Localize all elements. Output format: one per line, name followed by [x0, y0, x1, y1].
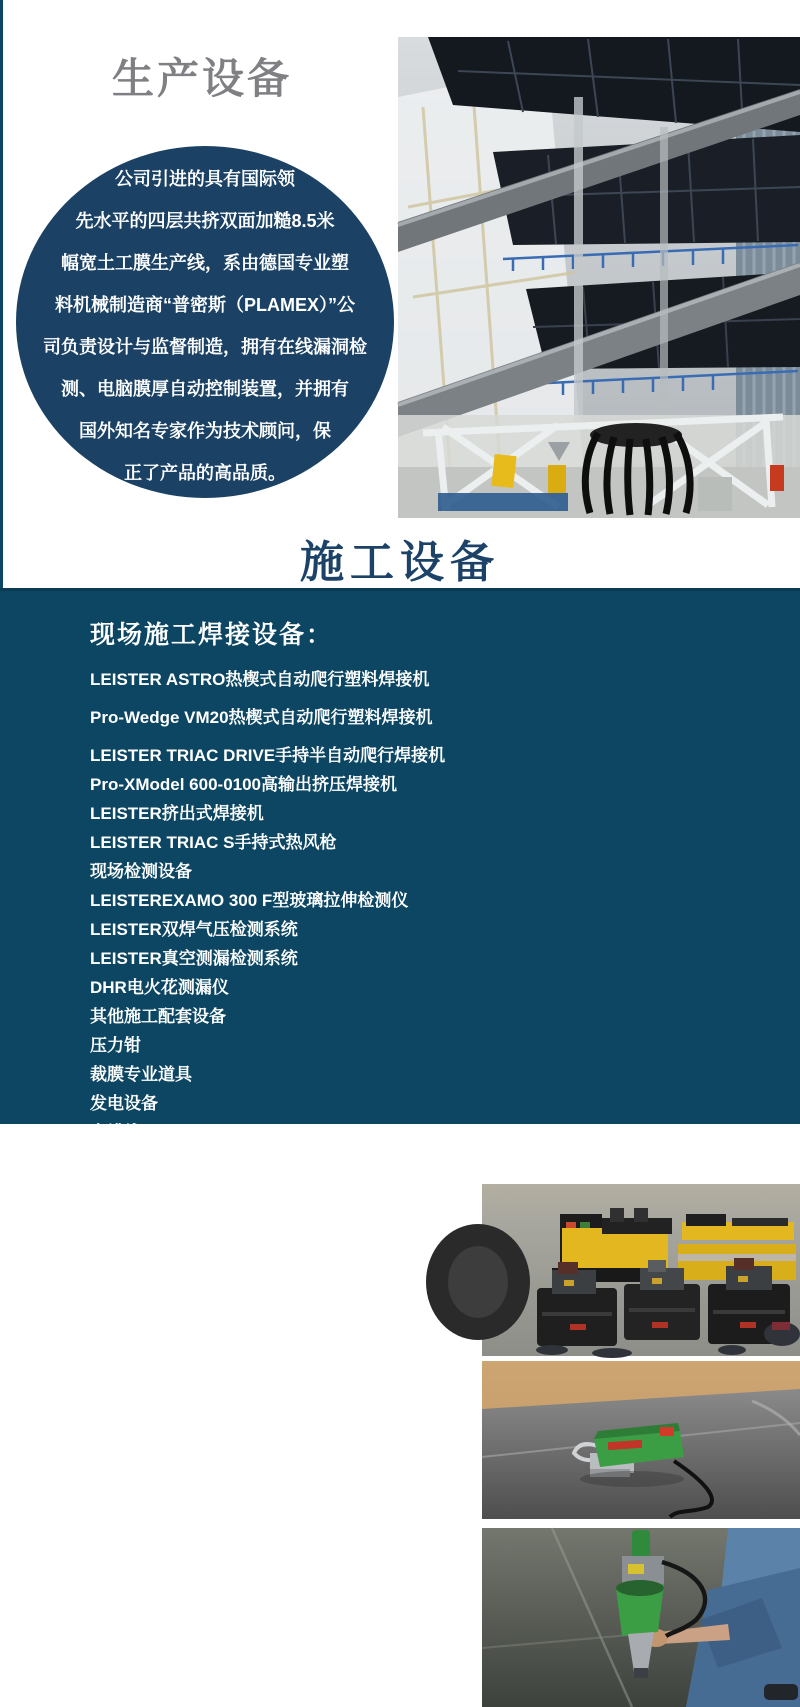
control-cabinet: [698, 477, 732, 511]
equipment-list-item: Pro-Wedge VM20热楔式自动爬行塑料焊接机: [90, 708, 433, 727]
equipment-list-item: DHR电火花测漏仪: [90, 978, 229, 997]
yellow-hopper: [548, 465, 566, 493]
construction-equipment-title: 施工设备: [300, 538, 500, 587]
wedge-welders-graphic: [482, 1184, 800, 1356]
shadow: [580, 1471, 684, 1487]
equipment-list-header: 现场施工焊接设备：: [90, 621, 334, 649]
equipment-list-item: LEISTER TRIAC DRIVE手持半自动爬行焊接机: [90, 746, 446, 765]
equipment-list-item: LEISTER TRIAC S手持式热风枪: [90, 833, 337, 852]
equipment-list-item: 其他施工配套设备: [90, 1007, 226, 1026]
intro-line: 公司引进的具有国际领: [115, 169, 295, 189]
equipment-list-item: 现场检测设备: [90, 862, 192, 881]
company-intro-text: [16, 158, 394, 494]
construction-section: [0, 591, 800, 1142]
equipment-list-item: LEISTER挤出式焊接机: [90, 804, 264, 823]
intro-line: 国外知名专家作为技术顾问，保: [79, 421, 331, 441]
equipment-list-item: 裁膜专业道具: [90, 1065, 192, 1084]
intro-line: 先水平的四层共挤双面加糙8.5米: [75, 211, 335, 231]
equipment-list-item: LEISTER双焊气压检测系统: [90, 920, 298, 939]
shoe: [764, 1684, 798, 1700]
extrusion-welding-worker-photo: [482, 1528, 800, 1707]
factory-photo-graphic: [398, 37, 800, 518]
extrusion-welding-graphic: [482, 1528, 800, 1707]
left-page-border: [0, 0, 3, 591]
equipment-list: [90, 615, 480, 1149]
ground-level: [398, 415, 800, 518]
equipment-list-item: 电缆线: [90, 1123, 141, 1142]
equipment-list-item: LEISTER ASTRO热楔式自动爬行塑料焊接机: [90, 670, 430, 689]
yellow-hopper: [491, 454, 516, 488]
equipment-list-item: Pro-XModel 600-0100高输出挤压焊接机: [90, 775, 398, 794]
production-equipment-title: 生产设备: [112, 55, 293, 102]
tire: [426, 1224, 530, 1340]
support-post: [660, 127, 668, 427]
red-sign: [770, 465, 784, 491]
intro-line: 司负责设计与监督制造，拥有在线漏洞检: [43, 337, 367, 357]
blue-machine-base: [438, 493, 568, 511]
equipment-list-item: 发电设备: [90, 1094, 158, 1113]
geomembrane-welder-graphic: [482, 1361, 800, 1519]
equipment-list-item: LEISTEREXAMO 300 F型玻璃拉伸检测仪: [90, 891, 409, 910]
tool-handle: [632, 1530, 650, 1558]
equipment-list-item: 压力钳: [90, 1036, 141, 1055]
company-intro-circle: [16, 146, 394, 498]
equipment-list-item: LEISTER真空测漏检测系统: [90, 949, 298, 968]
factory-production-line-photo: [398, 37, 800, 518]
intro-line: 幅宽土工膜生产线，系由德国专业塑: [61, 253, 349, 273]
wedge-welders-photo: [482, 1184, 800, 1356]
geomembrane-welder-photo: [482, 1361, 800, 1519]
intro-line: 测、电脑膜厚自动控制装置，并拥有: [61, 379, 349, 399]
support-post: [574, 97, 583, 427]
intro-line: 料机械制造商“普密斯（PLAMEX）”公: [54, 295, 355, 315]
intro-line: 正了产品的高品质。: [124, 463, 286, 483]
